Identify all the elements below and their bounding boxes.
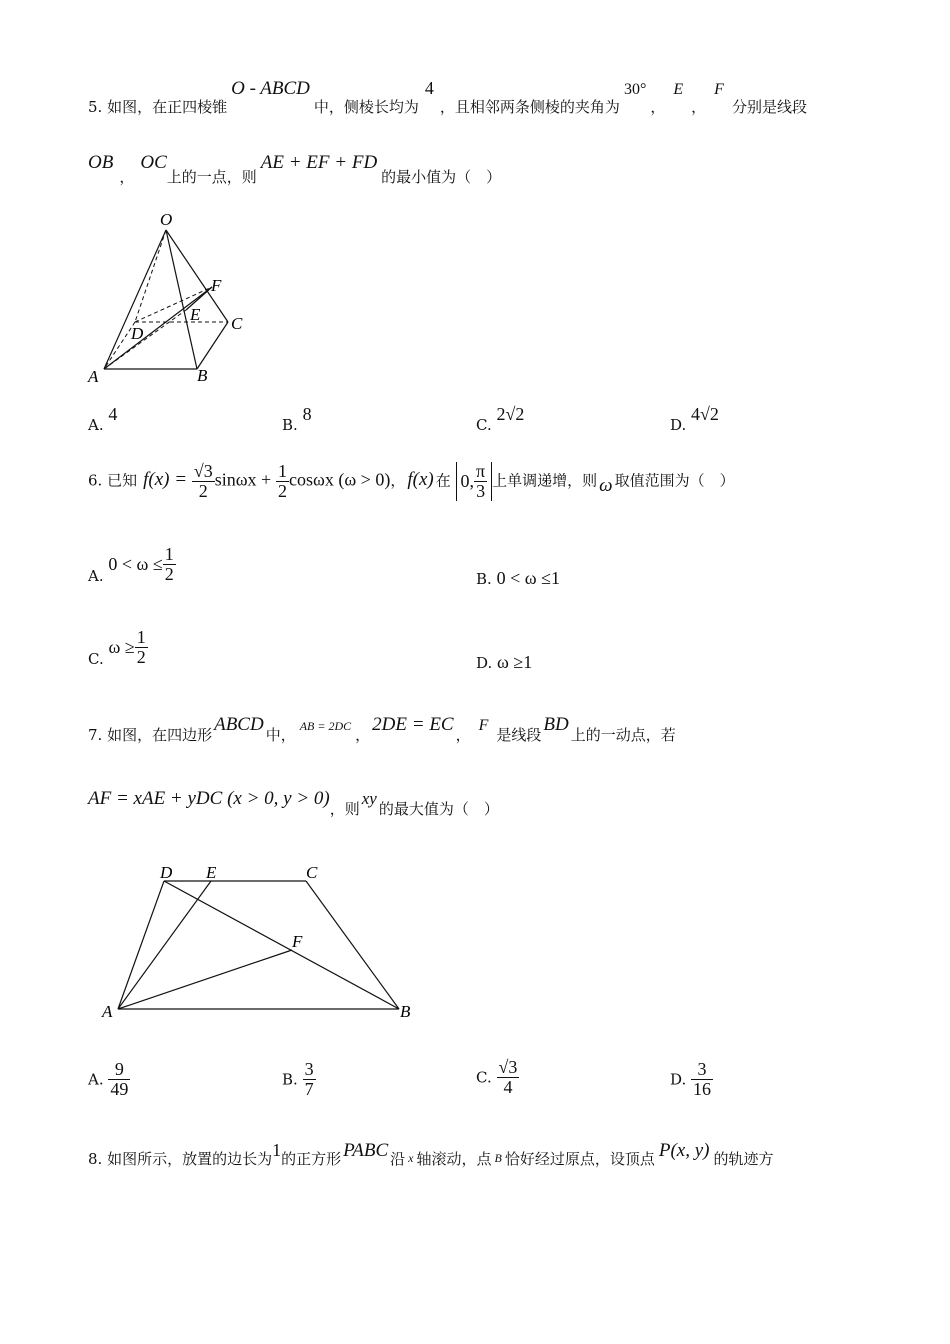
label-b: B <box>197 366 208 385</box>
label-c: C <box>306 863 318 882</box>
label-f: F <box>211 276 222 295</box>
q7-text1: 中， <box>265 726 296 744</box>
frac-den: 3 <box>476 480 486 501</box>
q5-line2 <box>88 152 502 186</box>
q8-pabc: PABC <box>343 1140 389 1161</box>
q8-text1: 的正方形 <box>281 1150 342 1168</box>
q6-frac-1-2 <box>276 462 289 501</box>
q7-prefix: 7. 如图，在四边形 <box>88 726 213 744</box>
frac-den: 2 <box>278 480 287 501</box>
q7-option-d[interactable] <box>670 1060 713 1099</box>
q6-frac-sqrt3-2 <box>192 462 215 501</box>
frac-num: 1 <box>278 461 287 481</box>
q6-sin: sinωx + <box>214 469 272 490</box>
label-a: A <box>88 367 99 385</box>
q8-line1 <box>88 1140 774 1168</box>
q5-f: F <box>714 81 724 98</box>
q7-comma: ， <box>355 726 371 744</box>
q8-text5: 的轨迹方 <box>713 1150 774 1168</box>
option-value: 4√2 <box>691 404 719 424</box>
frac-num: 9 <box>108 1060 130 1080</box>
q5-option-a[interactable] <box>88 404 118 434</box>
q5-option-b[interactable] <box>282 404 312 434</box>
option-label: A. <box>88 567 104 586</box>
q5-pyramid: O - ABCD <box>231 78 310 99</box>
label-e: E <box>206 863 217 882</box>
q6-option-a[interactable] <box>88 545 176 584</box>
q6-prefix: 6. 已知 <box>88 471 138 490</box>
option-frac <box>135 628 148 667</box>
q7-line2 <box>88 788 499 818</box>
q6-option-b[interactable] <box>476 568 560 589</box>
q5-e: E <box>673 81 684 98</box>
option-value: 8 <box>302 404 312 424</box>
option-value: 4 <box>108 404 118 424</box>
frac-num: 1 <box>136 627 146 647</box>
label-c: C <box>231 314 243 333</box>
q8-b: B <box>494 1151 502 1165</box>
option-label: C. <box>88 650 104 669</box>
q6-cos: cosωx (ω > 0) <box>289 469 391 490</box>
frac-den: 2 <box>136 646 146 667</box>
q7-de: 2DE = EC <box>372 714 454 735</box>
q6-fx2: f(x) <box>407 469 434 491</box>
frac-den: 4 <box>503 1076 513 1097</box>
label-a: A <box>102 1002 113 1021</box>
option-lhs: 0 < ω ≤ <box>108 553 163 574</box>
label-d: D <box>160 863 173 882</box>
q5-comma3: ， <box>119 168 135 186</box>
q8-text3: 轴滚动，点 <box>416 1150 492 1168</box>
q6-frac-pi-3 <box>474 462 487 501</box>
q7-option-b[interactable] <box>282 1060 316 1099</box>
label-d: D <box>131 324 144 343</box>
frac-num: √3 <box>193 461 213 481</box>
q6-interval <box>456 462 493 501</box>
q7-af-expr: AF = xAE + yDC (x > 0, y > 0) <box>88 788 330 809</box>
q6-text2: 上单调递增，则 <box>492 471 598 490</box>
interval-left: 0, <box>460 470 475 491</box>
q6-fx: f(x) = <box>143 469 188 491</box>
option-label: B. <box>282 416 298 434</box>
option-label: B. <box>282 1070 298 1089</box>
q6-sep: ， <box>390 471 406 490</box>
option-label: D. <box>670 1070 687 1089</box>
q6-line1 <box>88 462 735 501</box>
q6-text1: 在 <box>435 471 451 490</box>
q7-option-c[interactable] <box>476 1058 519 1097</box>
q8-x: x <box>408 1151 414 1165</box>
q5-length: 4 <box>424 78 434 98</box>
q6-text3: 取值范围为（ ） <box>614 471 735 490</box>
q5-option-c[interactable] <box>476 404 525 434</box>
q7-text2: 是线段 <box>496 726 542 744</box>
q5-expression: AE + EF + FD <box>260 152 378 173</box>
q5-text1: 中，侧棱长均为 <box>313 98 419 116</box>
q7-text3: 上的一动点，若 <box>570 726 676 744</box>
frac-num: 1 <box>164 544 174 564</box>
q5-option-d[interactable] <box>670 404 719 434</box>
frac-den: 2 <box>164 563 174 584</box>
option-value: 2√2 <box>496 404 525 424</box>
q7-comma2: ， <box>455 726 471 744</box>
q8-prefix: 8. 如图所示，放置的边长为 <box>88 1150 273 1168</box>
q5-text4: 上的一点，则 <box>166 168 257 186</box>
option-frac <box>303 1060 316 1099</box>
option-label: D. <box>670 416 687 434</box>
q5-comma1: ， <box>650 98 666 116</box>
q5-text5: 的最小值为（ ） <box>381 168 502 186</box>
frac-num: √3 <box>498 1057 518 1077</box>
q7-option-a[interactable] <box>88 1060 130 1099</box>
option-lhs: ω ≥1 <box>497 652 533 672</box>
option-label: A. <box>88 1070 104 1089</box>
q7-text4: ，则 <box>329 800 360 818</box>
q5-prefix: 5. 如图，在正四棱锥 <box>88 98 228 116</box>
frac-den: 49 <box>110 1078 129 1099</box>
option-lhs: 0 < ω ≤1 <box>496 568 560 588</box>
option-frac <box>691 1060 713 1099</box>
frac-num: 3 <box>691 1060 713 1080</box>
q7-text5: 的最大值为（ ） <box>378 800 499 818</box>
q8-one: 1 <box>272 1140 282 1160</box>
option-label: C. <box>476 1068 492 1087</box>
q5-text3: 分别是线段 <box>731 98 807 116</box>
option-label: B. <box>476 570 492 588</box>
q7-bd: BD <box>543 714 569 735</box>
q8-text2: 沿 <box>390 1150 406 1168</box>
label-e: E <box>190 305 201 324</box>
q5-comma2: ， <box>691 98 707 116</box>
q8-p: P(x, y) <box>658 1140 710 1161</box>
option-frac <box>497 1058 520 1097</box>
option-label: A. <box>88 416 104 434</box>
q5-ob: OB <box>88 152 114 173</box>
option-lhs: ω ≥ <box>108 636 135 657</box>
label-f: F <box>292 932 303 951</box>
frac-den: 2 <box>198 480 208 501</box>
option-frac <box>163 545 176 584</box>
q5-line1 <box>88 78 807 116</box>
frac-num: π <box>476 461 486 481</box>
q6-option-d[interactable] <box>476 652 532 673</box>
q7-f: F <box>478 717 489 734</box>
option-label: C. <box>476 416 492 434</box>
frac-den: 16 <box>693 1078 712 1099</box>
q5-oc: OC <box>140 152 167 173</box>
q7-line1 <box>88 714 676 744</box>
option-frac <box>108 1060 130 1099</box>
quadrilateral-figure <box>96 855 436 1035</box>
q6-option-c[interactable] <box>88 628 148 667</box>
q7-abcd: ABCD <box>214 714 264 735</box>
q7-xy: xy <box>361 789 377 808</box>
q7-ab: AB = 2DC <box>299 719 352 733</box>
frac-num: 3 <box>304 1059 314 1079</box>
pyramid-figure <box>80 205 250 385</box>
label-o: O <box>160 210 173 229</box>
frac-den: 7 <box>304 1078 314 1099</box>
label-b: B <box>400 1002 411 1021</box>
q5-angle: 30° <box>623 81 647 98</box>
q5-text2: ，且相邻两条侧棱的夹角为 <box>439 98 620 116</box>
q8-text4: 恰好经过原点，设顶点 <box>504 1150 655 1168</box>
option-label: D. <box>476 654 493 672</box>
q6-omega: ω <box>599 475 613 497</box>
